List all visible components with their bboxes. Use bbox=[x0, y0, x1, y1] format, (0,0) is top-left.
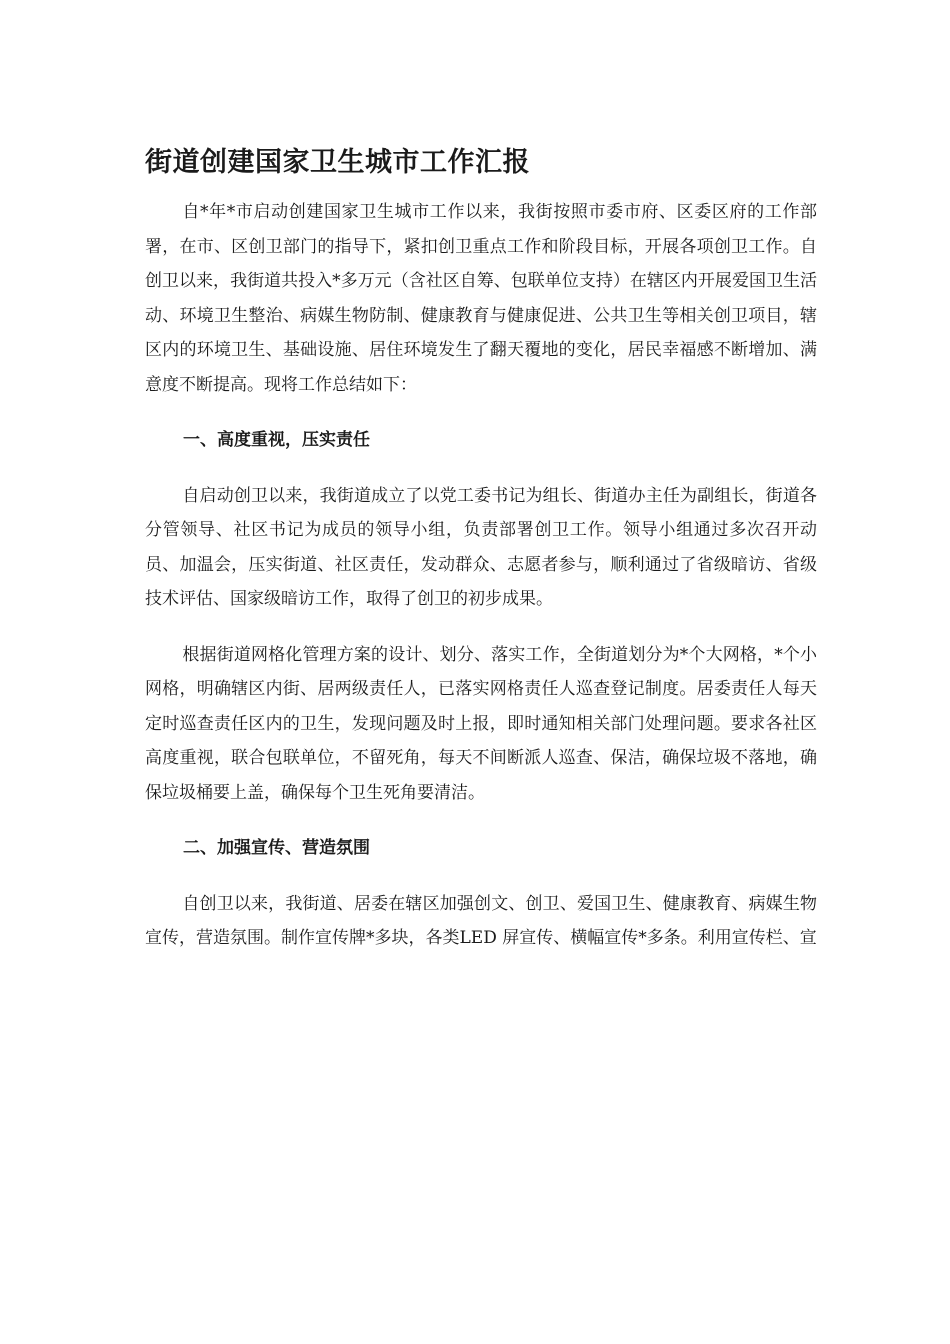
document-body bbox=[145, 143, 817, 956]
section-2-paragraph-1: 自创卫以来，我街道、居委在辖区加强创文、创卫、爱国卫生、健康教育、病媒生物宣传，营造氛围。制作宣传牌*多块，各类LED 屏宣传、横幅宣传*多条。利用宣传栏、宣 bbox=[145, 893, 817, 948]
section-2-heading: 二、加强宣传、营造氛围 bbox=[183, 838, 370, 858]
intro-paragraph: 自*年*市启动创建国家卫生城市工作以来，我街按照市委市府、区委区府的工作部署，在市、区创卫部门的指导下，紧扣创卫重点工作和阶段目标，开展各项创卫工作。自创卫以来，我街道共投入*多万元（含社区自筹、包联单位支持）在辖区内开展爱国卫生活动、环境卫生整治、病媒生物防制、健康教育与健康促进、公共卫生等相关创卫项目，辖区内的环境卫生、基础设施、居住环境发生了翻天覆地的变化，居民幸福感不断增加、满意度不断提高。现将工作总结如下： bbox=[145, 202, 817, 395]
section-1-paragraph-2: 根据街道网格化管理方案的设计、划分、落实工作，全街道划分为*个大网格，*个小网格，明确辖区内街、居两级责任人，已落实网格责任人巡查登记制度。居委责任人每天定时巡查责任区内的卫生，发现问题及时上报，即时通知相关部门处理问题。要求各社区高度重视，联合包联单位，不留死角，每天不间断派人巡查、保洁，确保垃圾不落地，确保垃圾桶要上盖，确保每个卫生死角要清洁。 bbox=[145, 644, 817, 803]
section-1-paragraph-1: 自启动创卫以来，我街道成立了以党工委书记为组长、街道办主任为副组长，街道各分管领导、社区书记为成员的领导小组，负责部署创卫工作。领导小组通过多次召开动员、加温会，压实街道、社区责任，发动群众、志愿者参与，顺利通过了省级暗访、省级技术评估、国家级暗访工作，取得了创卫的初步成果。 bbox=[145, 485, 817, 609]
document-title: 街道创建国家卫生城市工作汇报 bbox=[145, 147, 530, 178]
section-1-heading: 一、高度重视，压实责任 bbox=[183, 430, 370, 450]
